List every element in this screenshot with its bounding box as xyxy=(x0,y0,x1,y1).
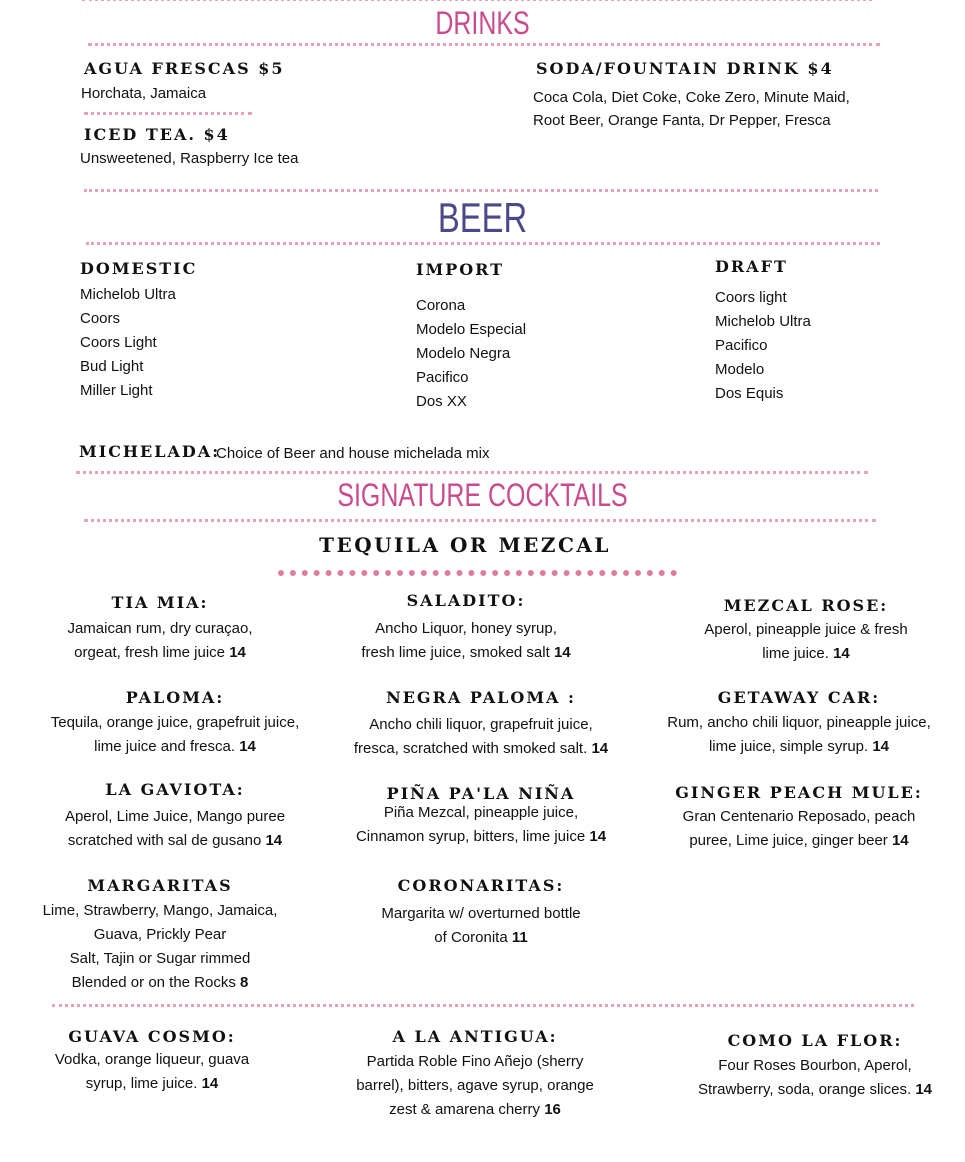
cocktail-name: PIÑA PA'LA NIÑA xyxy=(386,784,576,803)
cocktail-item xyxy=(330,1027,620,1122)
cocktail-desc: Margarita w/ overturned bottle xyxy=(381,905,581,922)
cocktail-item xyxy=(654,783,944,853)
divider xyxy=(278,570,677,576)
divider xyxy=(84,112,252,115)
cocktail-desc-2 xyxy=(336,641,596,665)
agua-frescas-items: Horchata, Jamaica xyxy=(81,85,207,102)
cocktail-name: GINGER PEACH MULE: xyxy=(675,783,923,802)
cocktail-item xyxy=(664,596,948,666)
cocktail-desc-2 xyxy=(336,926,626,950)
cocktails-title: SIGNATURE COCKTAILS xyxy=(337,477,628,513)
cocktail-name: MEZCAL ROSE: xyxy=(723,596,889,615)
cocktail-desc-2 xyxy=(680,1078,950,1102)
cocktail-item xyxy=(30,688,320,759)
cocktail-desc-text: Cinnamon syrup, bitters, lime juice xyxy=(355,828,590,845)
michelada-heading: MICHELADA: xyxy=(79,442,221,461)
beer-item: Modelo xyxy=(715,361,765,378)
cocktail-desc-2 xyxy=(330,1098,620,1122)
divider xyxy=(88,43,880,46)
cocktail-price: 14 xyxy=(872,738,890,755)
divider xyxy=(82,0,872,1)
cocktail-price: 14 xyxy=(553,644,571,661)
domestic-heading: DOMESTIC xyxy=(80,259,198,278)
divider xyxy=(52,1004,914,1007)
cocktail-price: 14 xyxy=(833,645,850,662)
cocktail-desc-2 xyxy=(30,971,290,995)
cocktail-desc: Ancho chili liquor, grapefruit juice, xyxy=(369,716,593,733)
divider xyxy=(76,471,868,474)
draft-heading: DRAFT xyxy=(715,257,788,276)
soda-heading: SODA/FOUNTAIN DRINK $4 xyxy=(536,59,834,78)
cocktail-desc-2 xyxy=(22,1072,282,1096)
cocktail-desc-text: scratched with sal de gusano xyxy=(67,832,266,849)
beer-item: Coors xyxy=(80,310,121,327)
cocktail-desc-text: lime juice. xyxy=(762,645,829,662)
cocktail-item xyxy=(336,876,626,950)
cocktail-name: NEGRA PALOMA : xyxy=(386,688,576,707)
cocktail-item xyxy=(30,876,290,995)
beer-title: BEER xyxy=(437,194,528,241)
cocktail-item xyxy=(336,688,626,761)
cocktail-item xyxy=(22,1027,282,1096)
cocktail-name: GUAVA COSMO: xyxy=(68,1027,236,1046)
cocktail-desc-text: Blended or on the Rocks xyxy=(71,974,236,991)
cocktail-name: SALADITO: xyxy=(406,591,526,610)
cocktail-desc: Four Roses Bourbon, Aperol, xyxy=(718,1057,912,1074)
cocktail-price: 14 xyxy=(591,740,609,757)
cocktail-item xyxy=(336,784,626,849)
cocktail-price: 14 xyxy=(891,832,909,849)
cocktail-desc: Partida Roble Fino Añejo (sherry xyxy=(366,1053,584,1070)
beer-item: Coors Light xyxy=(80,334,157,351)
draft-list xyxy=(715,286,811,406)
beer-item: Modelo Negra xyxy=(416,345,511,362)
cocktail-item xyxy=(30,593,290,665)
cocktail-price: 8 xyxy=(240,974,249,991)
beer-item: Coors light xyxy=(715,289,787,306)
cocktail-price: 14 xyxy=(229,644,246,661)
cocktail-desc: Gran Centenario Reposado, peach xyxy=(682,808,916,825)
cocktail-desc: Rum, ancho chili liquor, pineapple juice, xyxy=(667,714,931,731)
cocktail-desc-text: fresca, scratched with smoked salt. xyxy=(353,740,588,757)
iced-tea-heading: ICED TEA. $4 xyxy=(84,125,230,144)
beer-item: Dos XX xyxy=(416,393,467,410)
cocktail-name: MARGARITAS xyxy=(87,876,233,895)
cocktail-desc-2 xyxy=(30,735,320,759)
beer-item: Modelo Especial xyxy=(416,321,527,338)
import-list xyxy=(416,294,526,414)
cocktail-desc: Salt, Tajin or Sugar rimmed xyxy=(69,950,251,967)
michelada-desc: Choice of Beer and house michelada mix xyxy=(216,445,490,462)
beer-item: Michelob Ultra xyxy=(80,286,176,303)
cocktail-desc-2 xyxy=(654,735,944,759)
divider xyxy=(86,242,880,245)
drinks-title: DRINKS xyxy=(435,5,530,41)
cocktail-desc: Lime, Strawberry, Mango, Jamaica, xyxy=(42,902,278,919)
cocktail-desc-2 xyxy=(654,829,944,853)
cocktail-name: CORONARITAS: xyxy=(397,876,565,895)
beer-item: Dos Equis xyxy=(715,385,784,402)
soda-items-line2: Root Beer, Orange Fanta, Dr Pepper, Fresca xyxy=(533,112,831,129)
cocktail-desc-text: Strawberry, soda, orange slices. xyxy=(697,1081,912,1098)
cocktail-desc-text: orgeat, fresh lime juice xyxy=(74,644,226,661)
cocktail-desc-2 xyxy=(336,737,626,761)
cocktail-desc: Tequila, orange juice, grapefruit juice, xyxy=(50,714,300,731)
cocktail-desc: barrel), bitters, agave syrup, orange xyxy=(356,1077,594,1094)
beer-item: Corona xyxy=(416,297,466,314)
import-heading: IMPORT xyxy=(416,260,505,279)
beer-item: Michelob Ultra xyxy=(715,313,811,330)
cocktail-name: GETAWAY CAR: xyxy=(717,688,881,707)
cocktail-name: COMO LA FLOR: xyxy=(727,1031,903,1050)
cocktail-desc-2 xyxy=(664,642,948,666)
cocktail-desc: Aperol, pineapple juice & fresh xyxy=(704,621,908,638)
cocktail-price: 16 xyxy=(544,1101,561,1118)
cocktail-desc-2 xyxy=(30,829,320,853)
cocktail-item xyxy=(336,591,596,665)
cocktail-desc: Jamaican rum, dry curaçao, xyxy=(67,620,253,637)
cocktail-price: 11 xyxy=(511,929,528,946)
cocktail-desc: Piña Mezcal, pineapple juice, xyxy=(383,804,579,821)
domestic-list xyxy=(80,283,176,403)
cocktail-desc: Vodka, orange liqueur, guava xyxy=(54,1051,250,1068)
divider xyxy=(84,189,878,192)
agua-frescas-heading: AGUA FRESCAS $5 xyxy=(84,59,285,78)
cocktail-item xyxy=(30,780,320,853)
divider xyxy=(84,519,876,522)
beer-item: Pacifico xyxy=(715,337,768,354)
iced-tea-items: Unsweetened, Raspberry Ice tea xyxy=(80,150,299,167)
cocktail-name: A LA ANTIGUA: xyxy=(392,1027,558,1046)
cocktail-price: 14 xyxy=(589,828,607,845)
cocktail-desc-text: fresh lime juice, smoked salt xyxy=(361,644,550,661)
cocktail-price: 14 xyxy=(201,1075,219,1092)
beer-item: Miller Light xyxy=(80,382,153,399)
cocktail-desc-text: zest & amarena cherry xyxy=(389,1101,541,1118)
cocktail-price: 14 xyxy=(915,1081,932,1098)
cocktail-desc-2 xyxy=(336,825,626,849)
cocktail-item xyxy=(680,1031,950,1102)
cocktail-item xyxy=(654,688,944,759)
cocktail-desc-2 xyxy=(30,641,290,665)
cocktail-desc-text: of Coronita xyxy=(434,929,512,946)
cocktail-desc: Ancho Liquor, honey syrup, xyxy=(375,620,557,637)
cocktail-desc: Aperol, Lime Juice, Mango puree xyxy=(64,808,286,825)
cocktail-name: TIA MIA: xyxy=(111,593,209,612)
beer-item: Bud Light xyxy=(80,358,144,375)
cocktail-name: LA GAVIOTA: xyxy=(105,780,245,799)
cocktail-desc-text: puree, Lime juice, ginger beer xyxy=(689,832,892,849)
cocktail-price: 14 xyxy=(265,832,283,849)
cocktail-price: 14 xyxy=(239,738,256,755)
cocktails-subtitle: TEQUILA OR MEZCAL xyxy=(319,533,611,557)
cocktail-desc: Guava, Prickly Pear xyxy=(93,926,227,943)
cocktail-desc-text: syrup, lime juice. xyxy=(85,1075,198,1092)
beer-item: Pacifico xyxy=(416,369,469,386)
soda-items-line1: Coca Cola, Diet Coke, Coke Zero, Minute Maid, xyxy=(533,89,850,106)
cocktail-desc-text: lime juice, simple syrup. xyxy=(708,738,869,755)
cocktail-name: PALOMA: xyxy=(125,688,225,707)
cocktail-desc-text: lime juice and fresca. xyxy=(94,738,236,755)
